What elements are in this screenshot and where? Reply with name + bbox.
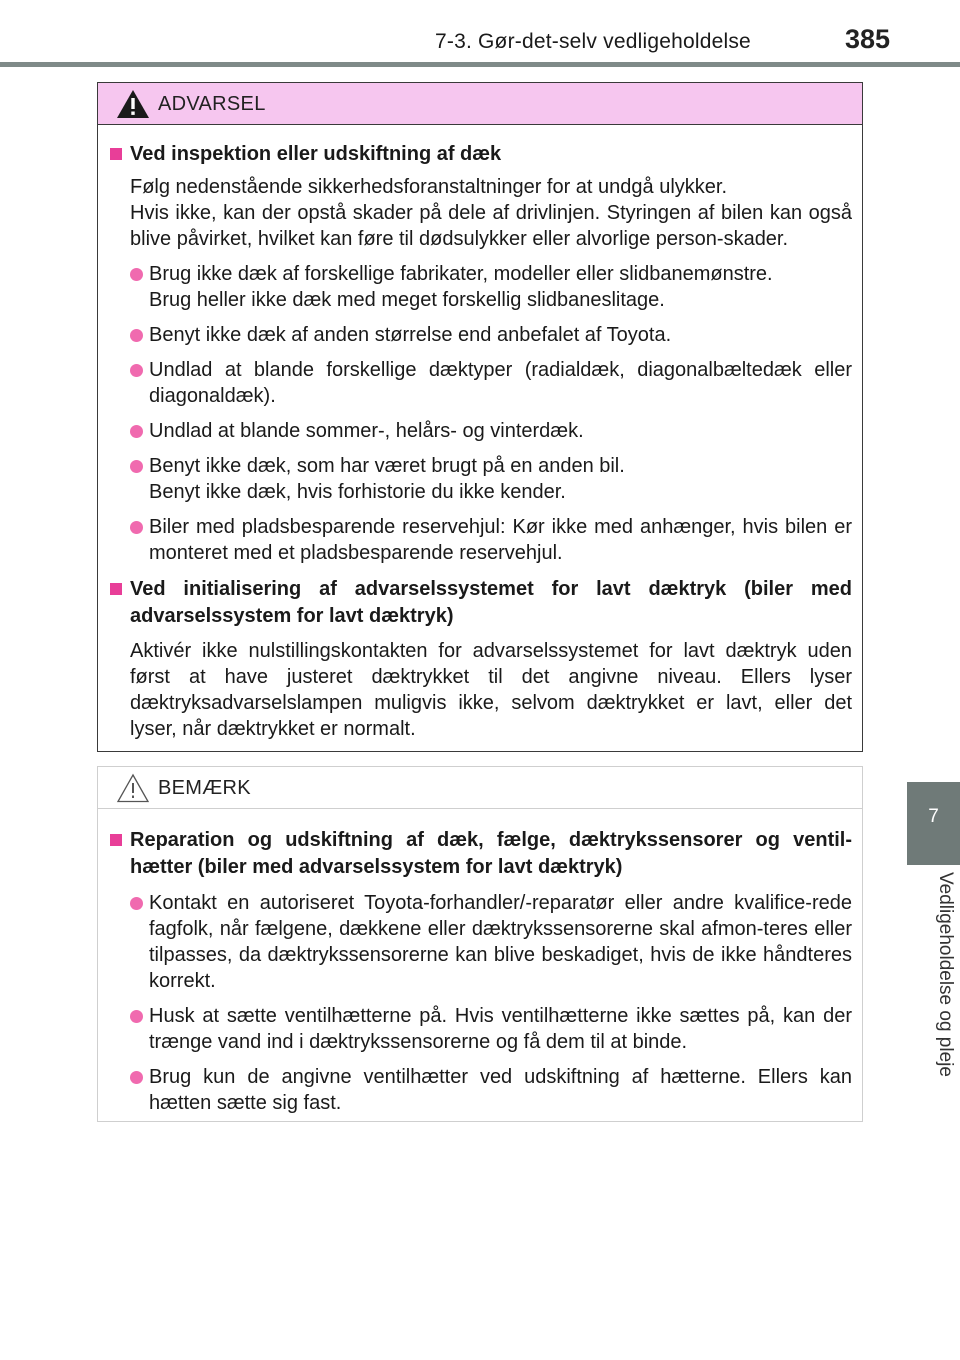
paragraph: Hvis ikke, kan der opstå skader på dele af drivlinjen. Styringen af bilen kan også blive påvirket, hvilket kan føre til dødsulykker eller alvorlige person-skader.: [130, 202, 852, 250]
warning-section-tpms-init: [108, 576, 852, 742]
list-item: Husk at sætte ventilhætterne på. Hvis ventilhætterne ikke sættes på, kan der trænge vand ind i dæktrykssensorerne og få dem til at binde.: [130, 1003, 852, 1055]
paragraph: Aktivér ikke nulstillingskontakten for advarselssystemet for lavt dæktryk uden først at have justeret dæktrykket til det angivne niveau. Ellers lyser dæktryksadvarselslampen muligvis ikke, selvom dæktrykket er lavt, eller det lyser, når dæktrykket er normalt.: [130, 640, 852, 740]
paragraph: Følg nedenstående sikkerhedsforanstaltninger for at undgå ulykker.: [130, 176, 728, 198]
chapter-tab: [907, 782, 960, 865]
chapter-label: Vedligeholdelse og pleje: [935, 872, 956, 1077]
round-bullet-icon: [130, 1010, 143, 1023]
notice-section-repair: [108, 827, 852, 1116]
list-item: Kontakt en autoriseret Toyota-forhandler/-reparatør eller andre kvalifice-rede fagfolk, når fælgene, dækkene eller dæktrykssensorerne skal afmon-teres eller tilpasses, da dæktrykssensorerne kan blive beskadiget, hvis de ikke håndteres korrekt.: [130, 890, 852, 994]
page-number: 385: [845, 24, 891, 54]
round-bullet-icon: [130, 1071, 143, 1084]
list-item: Biler med pladsbesparende reservehjul: Kør ikke med anhænger, hvis bilen er monteret med et pladsbesparende reservehjul.: [130, 514, 852, 566]
round-bullet-icon: [130, 425, 143, 438]
notice-box: [97, 766, 863, 1122]
notice-box-header: [98, 767, 862, 809]
round-bullet-icon: [130, 364, 143, 377]
caution-triangle-icon: [116, 773, 150, 803]
square-bullet-icon: [110, 834, 122, 846]
warning-box: [97, 82, 863, 752]
warning-body: [98, 125, 862, 742]
notice-body: [98, 809, 862, 1116]
round-bullet-icon: [130, 897, 143, 910]
list-item: Benyt ikke dæk af anden størrelse end anbefalet af Toyota.: [130, 322, 852, 348]
section-heading: Reparation og udskiftning af dæk, fælge, dæktrykssensorer og ventil-hætter (biler med advarselssystem for lavt dæktryk): [108, 827, 852, 881]
warning-title: ADVARSEL: [158, 93, 266, 115]
square-bullet-icon: [110, 148, 122, 160]
list-item: Benyt ikke dæk, som har været brugt på en anden bil. Benyt ikke dæk, hvis forhistorie du ikke kender.: [130, 453, 852, 505]
list-item: Brug kun de angivne ventilhætter ved udskiftning af hætterne. Ellers kan hætten sætte sig fast.: [130, 1064, 852, 1116]
chapter-label-vertical: [933, 868, 957, 1108]
chapter-number: 7: [928, 806, 939, 827]
warning-section-tire-inspection: [108, 141, 852, 566]
square-bullet-icon: [110, 583, 122, 595]
warning-triangle-icon: [116, 89, 150, 119]
section-heading: Ved initialisering af advarselssystemet for lavt dæktryk (biler med advarselssystem for lavt dæktryk): [108, 576, 852, 630]
round-bullet-icon: [130, 329, 143, 342]
round-bullet-icon: [130, 521, 143, 534]
list-item: Undlad at blande forskellige dæktyper (radialdæk, diagonalbæltedæk eller diagonaldæk).: [130, 357, 852, 409]
round-bullet-icon: [130, 460, 143, 473]
header-rule: [0, 62, 960, 67]
warning-box-header: [98, 83, 862, 125]
notice-title: BEMÆRK: [158, 777, 251, 799]
section-heading: Ved inspektion eller udskiftning af dæk: [108, 141, 852, 168]
running-header-title: 7-3. Gør-det-selv vedligeholdelse: [435, 30, 751, 53]
list-item: Undlad at blande sommer-, helårs- og vinterdæk.: [130, 418, 852, 444]
list-item: Brug ikke dæk af forskellige fabrikater, modeller eller slidbanemønstre. Brug heller ikke dæk med meget forskellig slidbaneslitage.: [130, 261, 852, 313]
round-bullet-icon: [130, 268, 143, 281]
